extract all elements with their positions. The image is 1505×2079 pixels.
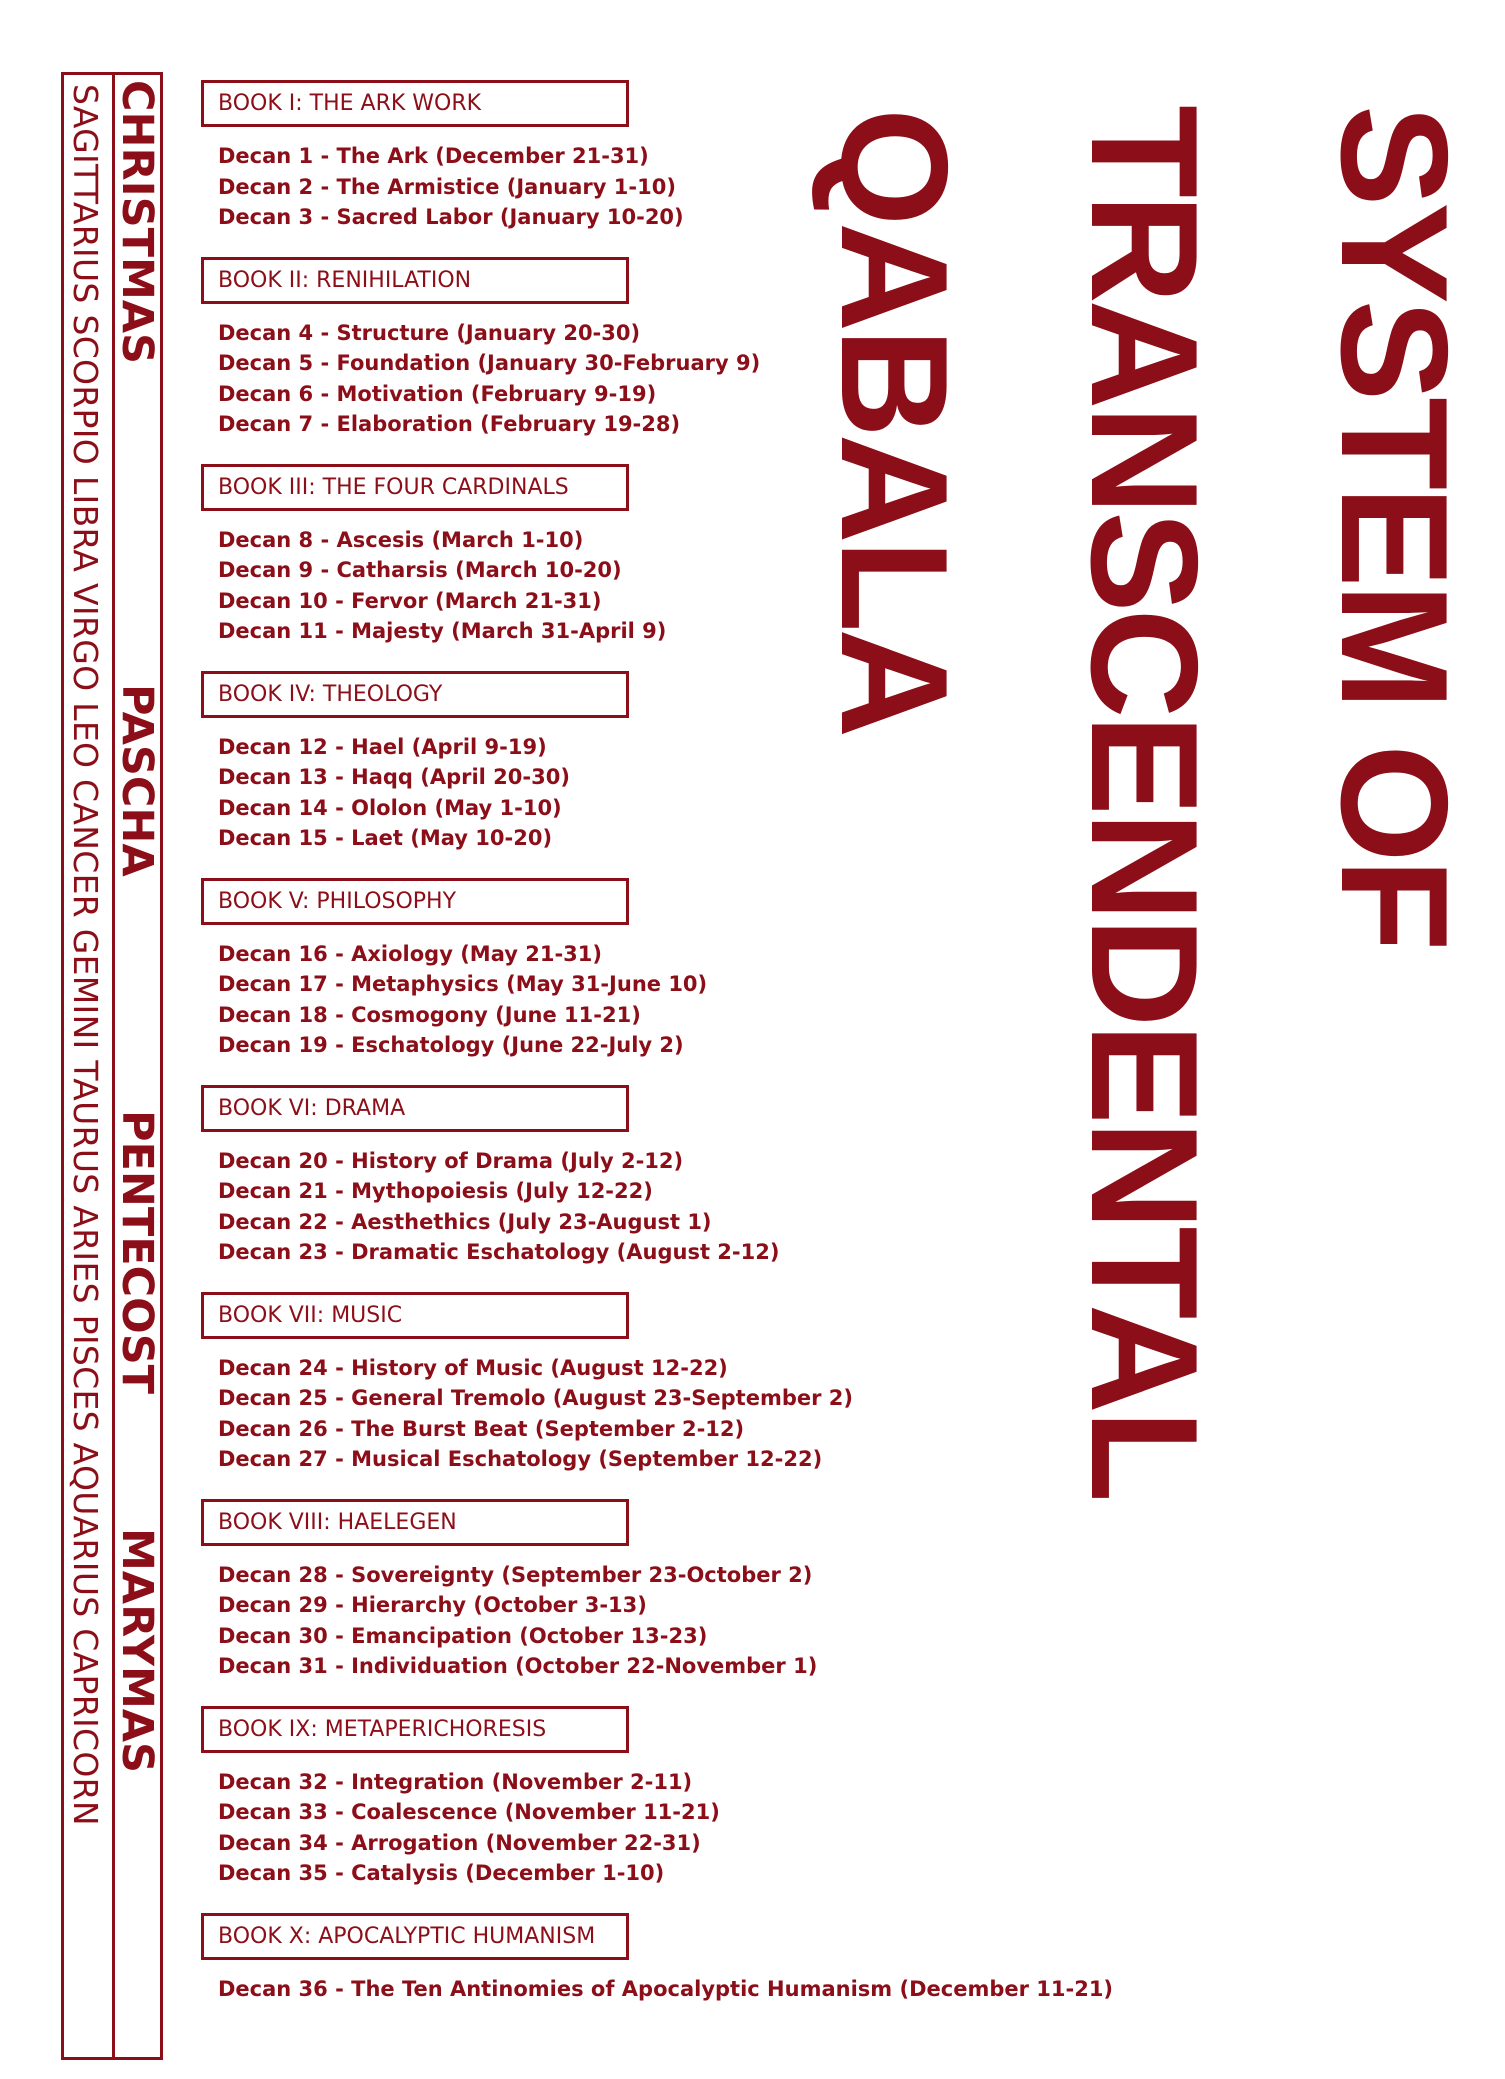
- decan-item: Decan 19 - Eschatology (June 22-July 2): [218, 1033, 684, 1057]
- decan-item: Decan 32 - Integration (November 2-11): [218, 1769, 693, 1794]
- feast-pentecost: PENTECOST: [112, 1110, 162, 1394]
- book-header: BOOK II: RENIHILATION: [201, 257, 629, 304]
- decan-item: Decan 3 - Sacred Labor (January 10-20): [218, 205, 684, 229]
- zodiac-signs: SAGITTARIUS SCORPIO LIBRA VIRGO LEO CANCER GEMINI TAURUS ARIES PISCES AQUARIUS CAPRICORN: [66, 84, 105, 1826]
- decan-item: Decan 31 - Individuation (October 22-November 1): [218, 1654, 818, 1678]
- decan-item: Decan 11 - Majesty (March 31-April 9): [218, 619, 667, 643]
- book-block: [201, 1085, 1091, 1268]
- feast-pascha: PASCHA: [112, 684, 162, 877]
- decan-list: [201, 939, 1091, 1061]
- book-block: [201, 1499, 1091, 1682]
- decan-item: Decan 8 - Ascesis (March 1-10): [218, 527, 584, 552]
- title-line-2: TRANSCENDENTAL: [1059, 105, 1229, 1499]
- decan-item: Decan 13 - Haqq (April 20-30): [218, 765, 570, 789]
- book-header: BOOK III: THE FOUR CARDINALS: [201, 464, 629, 511]
- decan-item: Decan 10 - Fervor (March 21-31): [218, 588, 602, 613]
- book-block: [201, 878, 1091, 1061]
- decan-item: Decan 36 - The Ten Antinomies of Apocalyptic Humanism (December 11-21): [218, 1976, 1114, 2001]
- decan-item: Decan 2 - The Armistice (January 1-10): [218, 174, 676, 199]
- decan-item: Decan 15 - Laet (May 10-20): [218, 826, 553, 850]
- title-line-1: SYSTEM OF: [1309, 105, 1479, 948]
- decan-item: Decan 9 - Catharsis (March 10-20): [218, 558, 622, 582]
- decan-item: Decan 1 - The Ark (December 21-31): [218, 144, 649, 168]
- book-header: BOOK VIII: HAELEGEN: [201, 1499, 629, 1546]
- decan-item: Decan 25 - General Tremolo (August 23-September 2): [218, 1386, 853, 1410]
- decan-list: [201, 1146, 1091, 1268]
- book-header: BOOK VII: MUSIC: [201, 1292, 629, 1339]
- title-line-3: QABALA: [809, 108, 979, 735]
- decan-list: [201, 1353, 1091, 1475]
- book-block: [201, 1292, 1091, 1475]
- feast-christmas: CHRISTMAS: [112, 80, 162, 364]
- decan-list: [201, 1560, 1091, 1682]
- decan-item: Decan 22 - Aesthethics (July 23-August 1): [218, 1209, 712, 1234]
- book-header: BOOK IV: THEOLOGY: [201, 671, 629, 718]
- book-header: BOOK V: PHILOSOPHY: [201, 878, 629, 925]
- decan-item: Decan 24 - History of Music (August 12-22): [218, 1355, 728, 1380]
- decan-item: Decan 4 - Structure (January 20-30): [218, 320, 641, 345]
- decan-item: Decan 14 - Ololon (May 1-10): [218, 795, 562, 820]
- book-block: [201, 1913, 1114, 2005]
- decan-item: Decan 33 - Coalescence (November 11-21): [218, 1800, 720, 1824]
- decan-item: Decan 23 - Dramatic Eschatology (August 2-12): [218, 1240, 780, 1264]
- decan-item: Decan 12 - Hael (April 9-19): [218, 734, 547, 759]
- book-header: BOOK VI: DRAMA: [201, 1085, 629, 1132]
- decan-item: Decan 21 - Mythopoiesis (July 12-22): [218, 1179, 653, 1203]
- decan-item: Decan 17 - Metaphysics (May 31-June 10): [218, 972, 708, 996]
- decan-item: Decan 16 - Axiology (May 21-31): [218, 941, 602, 966]
- decan-item: Decan 20 - History of Drama (July 2-12): [218, 1148, 684, 1173]
- decan-item: Decan 7 - Elaboration (February 19-28): [218, 412, 681, 436]
- decan-list: [201, 1974, 1114, 2005]
- decan-item: Decan 28 - Sovereignty (September 23-October 2): [218, 1562, 813, 1587]
- feast-marymas: MARYMAS: [112, 1528, 162, 1774]
- book-block: [201, 1706, 1091, 1889]
- decan-item: Decan 34 - Arrogation (November 22-31): [218, 1830, 701, 1855]
- decan-list: [201, 1767, 1091, 1889]
- decan-item: Decan 30 - Emancipation (October 13-23): [218, 1623, 708, 1648]
- book-header: BOOK X: APOCALYPTIC HUMANISM: [201, 1913, 629, 1960]
- decan-item: Decan 35 - Catalysis (December 1-10): [218, 1861, 665, 1885]
- book-header: BOOK IX: METAPERICHORESIS: [201, 1706, 629, 1753]
- decan-item: Decan 29 - Hierarchy (October 3-13): [218, 1593, 647, 1617]
- decan-list: [201, 732, 1091, 854]
- book-header: BOOK I: THE ARK WORK: [201, 80, 629, 127]
- decan-item: Decan 5 - Foundation (January 30-February 9): [218, 351, 761, 375]
- decan-item: Decan 27 - Musical Eschatology (September 12-22): [218, 1447, 823, 1471]
- decan-item: Decan 6 - Motivation (February 9-19): [218, 381, 657, 406]
- decan-item: Decan 18 - Cosmogony (June 11-21): [218, 1002, 641, 1027]
- decan-item: Decan 26 - The Burst Beat (September 2-12): [218, 1416, 745, 1441]
